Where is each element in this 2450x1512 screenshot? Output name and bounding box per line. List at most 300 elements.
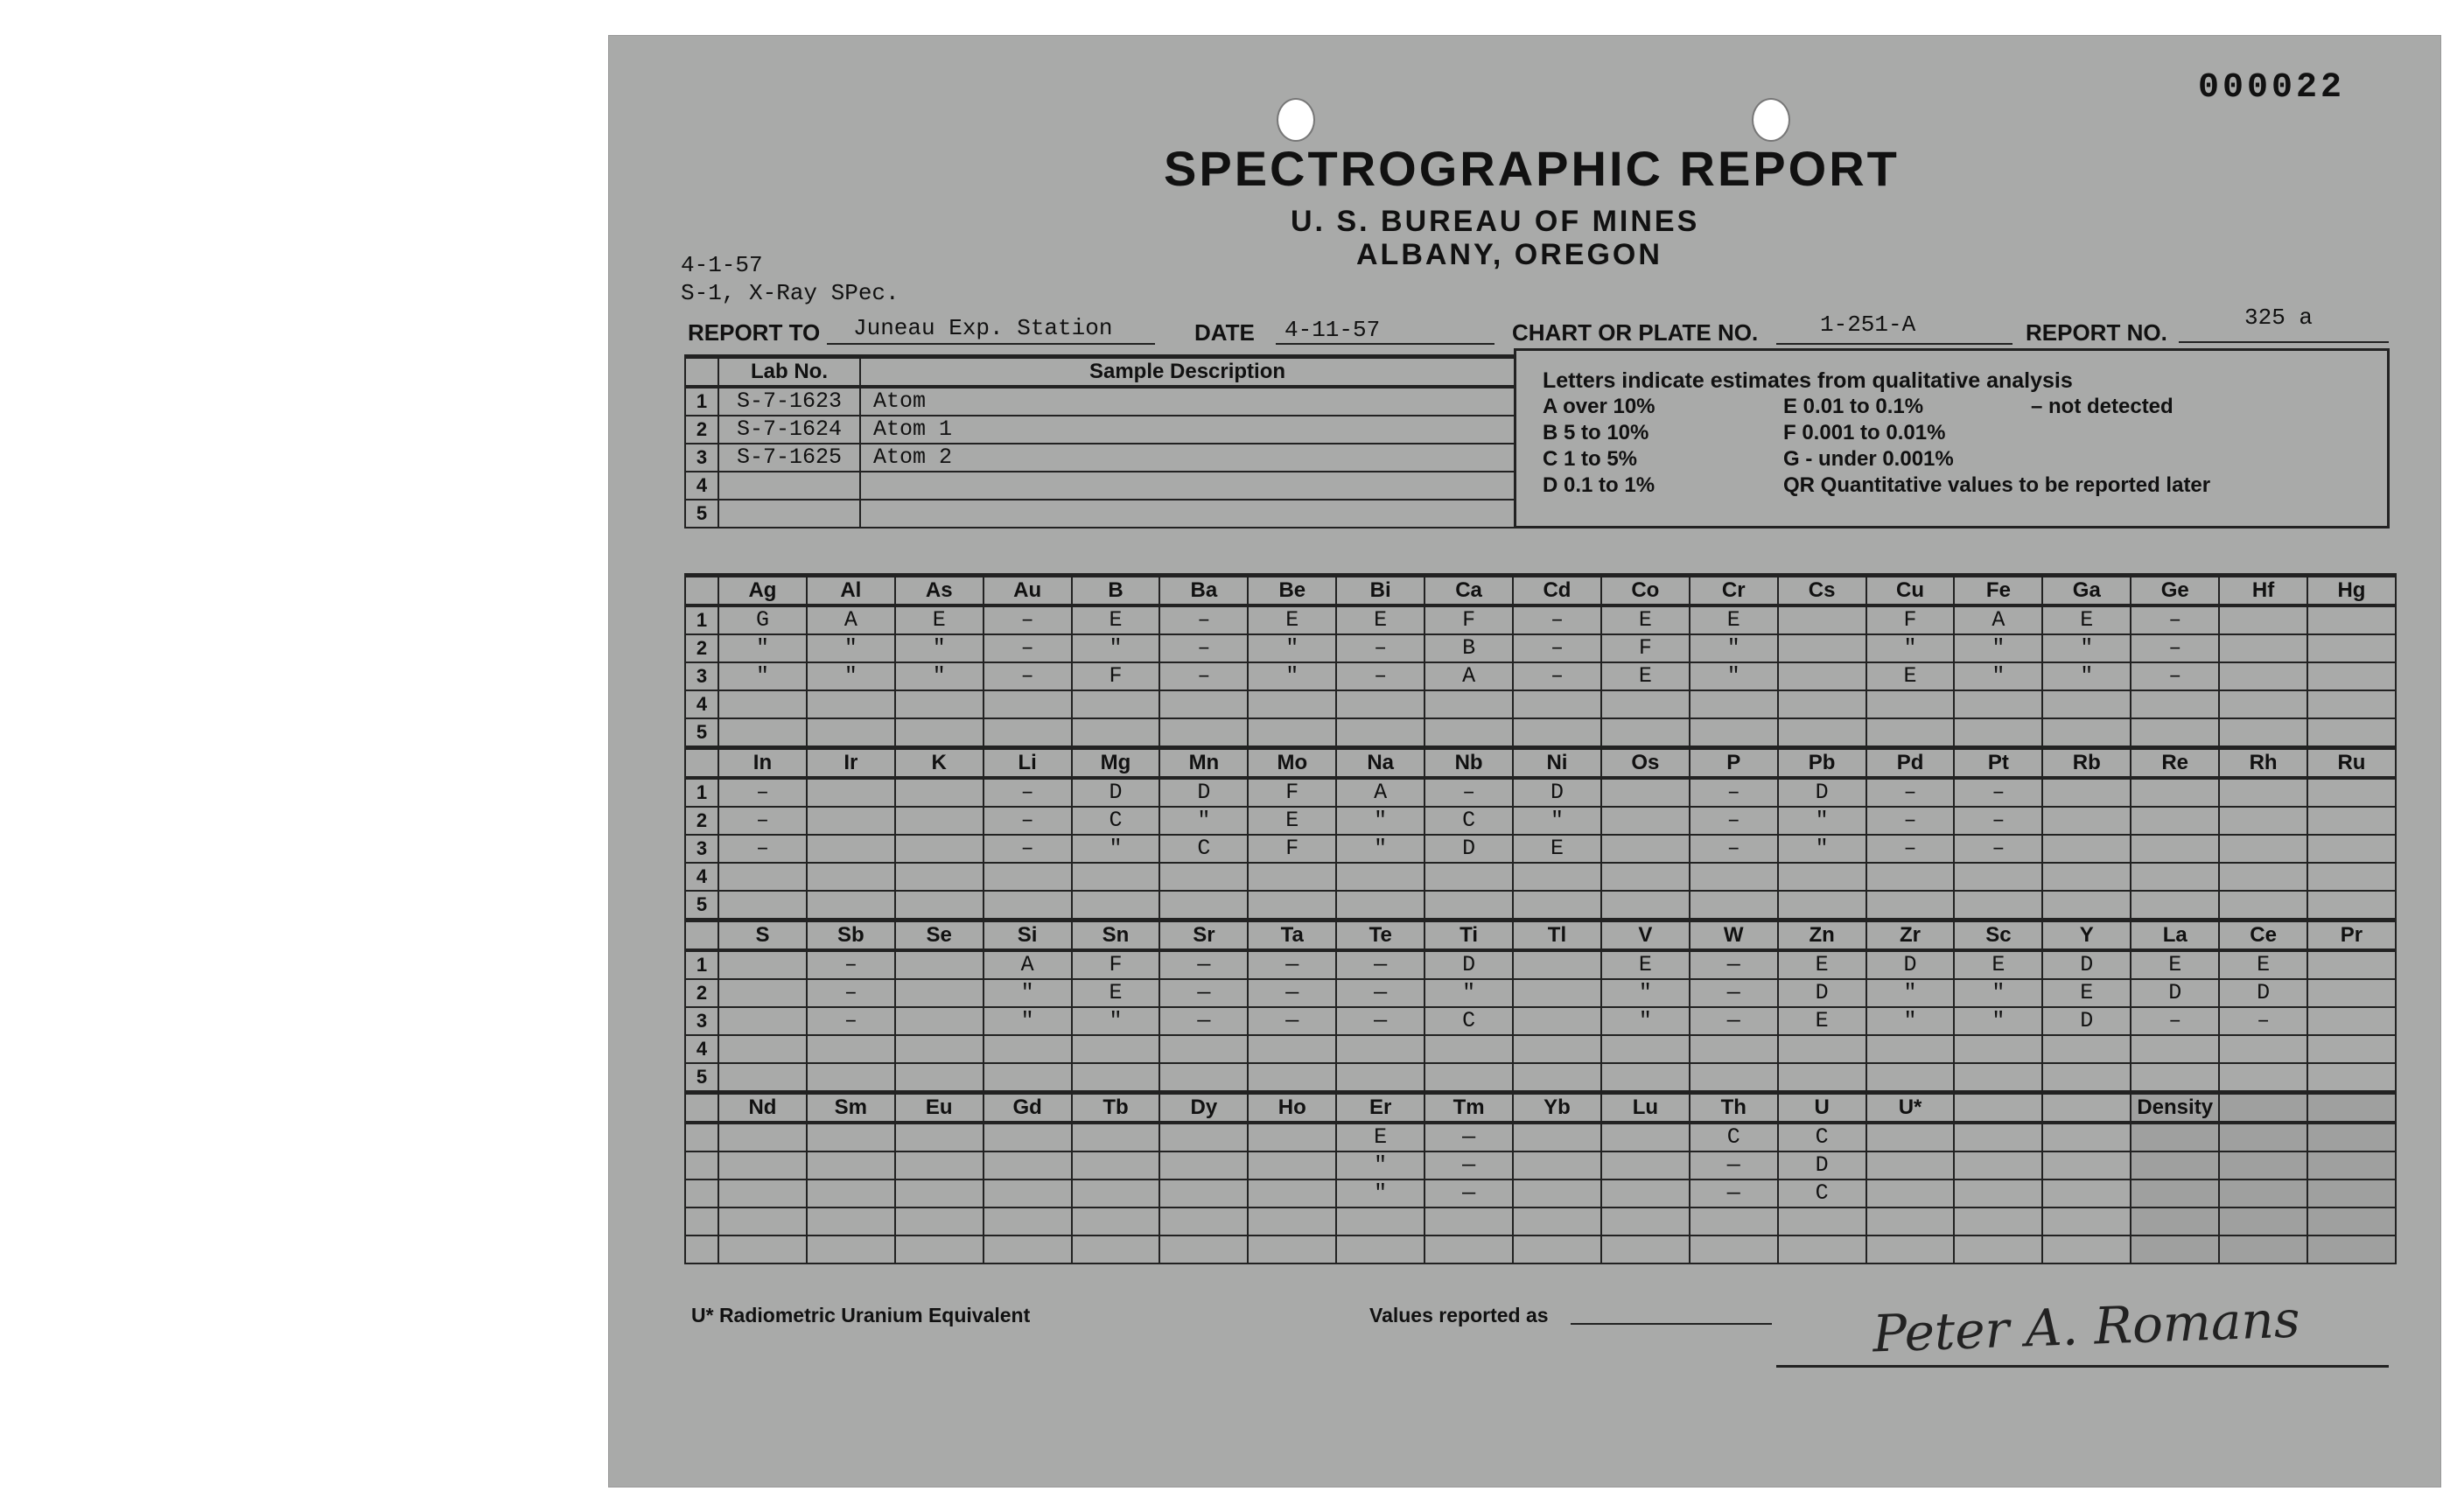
- element-value: [2131, 1236, 2219, 1264]
- element-value: [807, 1123, 895, 1152]
- element-value: [1248, 1236, 1336, 1264]
- lab-no-cell: [718, 500, 860, 528]
- element-value: —: [1424, 1123, 1513, 1152]
- element-value: [807, 718, 895, 748]
- element-symbol: Ni: [1513, 748, 1601, 779]
- element-symbol: [1954, 1093, 2042, 1124]
- element-value: [1072, 718, 1160, 748]
- element-value: [1513, 979, 1601, 1007]
- values-label: Values reported as: [1369, 1304, 1549, 1326]
- report-to-line: [827, 343, 1155, 345]
- element-row: [685, 1152, 2396, 1180]
- element-value: ": [2042, 662, 2131, 690]
- sample-row: [685, 416, 1515, 444]
- element-value: D: [2042, 950, 2131, 979]
- element-value: —: [1690, 1152, 1778, 1180]
- element-value: [1601, 863, 1690, 891]
- element-row: [685, 1007, 2396, 1035]
- element-value: D: [1159, 778, 1248, 807]
- element-value: [984, 863, 1072, 891]
- report-no-value: 325 a: [2244, 304, 2314, 331]
- element-symbol: W: [1690, 920, 1778, 951]
- element-value: E: [2042, 606, 2131, 634]
- element-value: [807, 690, 895, 718]
- element-value: ": [2042, 634, 2131, 662]
- element-value: [1778, 891, 1866, 920]
- element-value: [895, 1180, 984, 1208]
- element-symbol: Dy: [1159, 1093, 1248, 1124]
- element-value: ": [1690, 634, 1778, 662]
- element-value: [1690, 1208, 1778, 1236]
- element-value: —: [1424, 1180, 1513, 1208]
- report-no-line: [2179, 341, 2389, 343]
- element-value: [1072, 863, 1160, 891]
- element-symbol: Zr: [1866, 920, 1955, 951]
- element-value: –: [984, 606, 1072, 634]
- element-value: –: [718, 835, 807, 863]
- element-value: –: [984, 634, 1072, 662]
- element-value: ": [1248, 634, 1336, 662]
- element-value: [807, 1180, 895, 1208]
- element-value: [2307, 1180, 2396, 1208]
- element-value: ": [1072, 634, 1160, 662]
- element-value: [895, 835, 984, 863]
- legend-c: C 1 to 5%: [1543, 447, 1638, 471]
- element-value: [1424, 1035, 1513, 1063]
- element-value: [1248, 863, 1336, 891]
- element-symbol: Re: [2131, 748, 2219, 779]
- row-number: 1: [685, 606, 718, 634]
- element-value: [2131, 835, 2219, 863]
- element-value: [1159, 891, 1248, 920]
- element-value: ": [1690, 662, 1778, 690]
- element-value: –: [2131, 662, 2219, 690]
- element-value: [1866, 718, 1955, 748]
- element-value: [1778, 1236, 1866, 1264]
- legend-g: G - under 0.001%: [1783, 447, 1954, 471]
- element-value: —: [1248, 979, 1336, 1007]
- element-value: –: [2131, 634, 2219, 662]
- element-value: [1866, 1035, 1955, 1063]
- element-value: F: [1601, 634, 1690, 662]
- element-value: [984, 1236, 1072, 1264]
- element-symbol: Ce: [2219, 920, 2307, 951]
- element-value: [718, 863, 807, 891]
- element-value: —: [1336, 950, 1424, 979]
- element-value: [1954, 1236, 2042, 1264]
- element-value: E: [2131, 950, 2219, 979]
- element-symbol: Bi: [1336, 576, 1424, 606]
- element-value: [2219, 835, 2307, 863]
- element-value: D: [2131, 979, 2219, 1007]
- row-number: 4: [685, 472, 718, 500]
- element-value: —: [1424, 1152, 1513, 1180]
- element-symbol: In: [718, 748, 807, 779]
- element-value: E: [1601, 606, 1690, 634]
- element-row: [685, 835, 2396, 863]
- element-symbol: Ba: [1159, 576, 1248, 606]
- spec-note: S-1, X-Ray SPec.: [681, 280, 900, 306]
- sample-header-row: [685, 357, 1515, 388]
- element-symbol: Se: [895, 920, 984, 951]
- element-value: ": [1954, 634, 2042, 662]
- element-row: [685, 891, 2396, 920]
- element-value: [1159, 1123, 1248, 1152]
- element-value: E: [1336, 606, 1424, 634]
- element-value: —: [1336, 1007, 1424, 1035]
- element-value: [895, 979, 984, 1007]
- element-value: D: [1424, 835, 1513, 863]
- element-value: ": [1778, 835, 1866, 863]
- element-value: F: [1248, 835, 1336, 863]
- element-symbol: Ga: [2042, 576, 2131, 606]
- element-value: –: [2131, 1007, 2219, 1035]
- element-value: [718, 1035, 807, 1063]
- element-value: [1248, 1123, 1336, 1152]
- org-name: U. S. BUREAU OF MINES: [1291, 205, 1700, 238]
- element-value: [1424, 718, 1513, 748]
- element-value: [895, 1236, 984, 1264]
- element-value: [807, 863, 895, 891]
- row-number: 3: [685, 835, 718, 863]
- element-value: [718, 1007, 807, 1035]
- element-value: [984, 891, 1072, 920]
- element-value: [2042, 863, 2131, 891]
- element-header-row: [685, 920, 2396, 951]
- element-value: ": [1954, 1007, 2042, 1035]
- legend-f: F 0.001 to 0.01%: [1783, 421, 1946, 444]
- element-value: [1866, 1180, 1955, 1208]
- element-symbol: U*: [1866, 1093, 1955, 1124]
- element-header-row: [685, 748, 2396, 779]
- element-value: [2219, 807, 2307, 835]
- element-value: [807, 1236, 895, 1264]
- element-value: [2307, 718, 2396, 748]
- element-value: E: [895, 606, 984, 634]
- element-value: [1424, 1236, 1513, 1264]
- corner-cell: [685, 576, 718, 606]
- element-value: [2307, 1208, 2396, 1236]
- element-value: E: [1513, 835, 1601, 863]
- element-symbol: Nb: [1424, 748, 1513, 779]
- element-value: [1513, 1236, 1601, 1264]
- element-symbol: Ta: [1248, 920, 1336, 951]
- element-symbol: Si: [984, 920, 1072, 951]
- element-value: [1248, 718, 1336, 748]
- element-value: C: [1424, 1007, 1513, 1035]
- element-symbol: Cs: [1778, 576, 1866, 606]
- element-value: [1954, 1063, 2042, 1093]
- element-value: [2307, 690, 2396, 718]
- element-value: [1159, 1180, 1248, 1208]
- element-symbol: Yb: [1513, 1093, 1601, 1124]
- element-value: [1513, 1007, 1601, 1035]
- legend-qr: QR Quantitative values to be reported later: [1783, 473, 2211, 497]
- element-symbol: K: [895, 748, 984, 779]
- element-symbol: Al: [807, 576, 895, 606]
- element-value: [2219, 1152, 2307, 1180]
- element-value: D: [1778, 778, 1866, 807]
- row-number: 5: [685, 891, 718, 920]
- element-value: ": [718, 662, 807, 690]
- element-value: [1866, 1123, 1955, 1152]
- element-value: —: [1690, 950, 1778, 979]
- element-value: ": [984, 1007, 1072, 1035]
- legend-a: A over 10%: [1543, 395, 1656, 418]
- element-symbol: [2219, 1093, 2307, 1124]
- element-value: [1778, 718, 1866, 748]
- element-symbol: Ho: [1248, 1093, 1336, 1124]
- row-number: 2: [685, 979, 718, 1007]
- element-symbol: Te: [1336, 920, 1424, 951]
- corner-cell: [685, 1093, 718, 1124]
- element-value: [2131, 1180, 2219, 1208]
- element-row: [685, 863, 2396, 891]
- element-value: [1336, 1236, 1424, 1264]
- row-number: 2: [685, 634, 718, 662]
- element-value: ": [1601, 979, 1690, 1007]
- sample-row: [685, 500, 1515, 528]
- element-symbol: Pr: [2307, 920, 2396, 951]
- report-to-label: REPORT TO: [688, 319, 821, 346]
- element-row: [685, 778, 2396, 807]
- legend-b: B 5 to 10%: [1543, 421, 1649, 444]
- element-value: [1601, 690, 1690, 718]
- element-value: [1336, 690, 1424, 718]
- punch-hole: [1277, 98, 1315, 142]
- element-value: —: [1248, 1007, 1336, 1035]
- element-value: [1954, 1152, 2042, 1180]
- element-value: [984, 1180, 1072, 1208]
- element-value: E: [1601, 662, 1690, 690]
- element-symbol: Au: [984, 576, 1072, 606]
- element-grid: [684, 573, 2397, 1264]
- plate-value: 1-251-A: [1820, 312, 1916, 338]
- element-value: [1248, 891, 1336, 920]
- row-number: 5: [685, 1063, 718, 1093]
- element-value: [2131, 778, 2219, 807]
- element-value: ": [1954, 979, 2042, 1007]
- element-symbol: Cd: [1513, 576, 1601, 606]
- uranium-note: U* Radiometric Uranium Equivalent: [691, 1304, 1031, 1326]
- element-value: [1778, 1208, 1866, 1236]
- element-symbol: Os: [1601, 748, 1690, 779]
- element-value: –: [807, 1007, 895, 1035]
- signature: Peter A. Romans: [1871, 1289, 2301, 1364]
- element-value: [2307, 835, 2396, 863]
- element-value: [1690, 891, 1778, 920]
- element-value: D: [1072, 778, 1160, 807]
- element-value: [984, 1063, 1072, 1093]
- element-value: [1159, 1035, 1248, 1063]
- element-value: [984, 1208, 1072, 1236]
- row-number: 1: [685, 387, 718, 416]
- element-symbol: Gd: [984, 1093, 1072, 1124]
- element-value: [2307, 1035, 2396, 1063]
- element-value: ": [1866, 1007, 1955, 1035]
- date-label: DATE: [1194, 319, 1255, 346]
- element-value: –: [718, 807, 807, 835]
- element-symbol: Pb: [1778, 748, 1866, 779]
- row-number: 3: [685, 1007, 718, 1035]
- date-value: 4-11-57: [1284, 317, 1381, 343]
- element-value: [2131, 1152, 2219, 1180]
- element-value: [1690, 1236, 1778, 1264]
- element-value: ": [895, 662, 984, 690]
- element-value: [2307, 1007, 2396, 1035]
- sample-description-cell: Atom: [860, 387, 1515, 416]
- sample-table: [684, 354, 1516, 528]
- lab-no-header: Lab No.: [718, 357, 860, 388]
- element-value: –: [1513, 606, 1601, 634]
- element-value: [1778, 662, 1866, 690]
- element-symbol: Ca: [1424, 576, 1513, 606]
- legend-not-detected: – not detected: [2031, 395, 2174, 418]
- report-to-value: Juneau Exp. Station: [853, 315, 1113, 341]
- element-value: [895, 1208, 984, 1236]
- element-value: F: [1248, 778, 1336, 807]
- element-value: A: [1336, 778, 1424, 807]
- element-value: [895, 718, 984, 748]
- element-value: –: [2131, 606, 2219, 634]
- element-value: [1159, 1236, 1248, 1264]
- element-symbol: [2307, 1093, 2396, 1124]
- row-number: 3: [685, 662, 718, 690]
- element-value: [1601, 778, 1690, 807]
- row-number: 4: [685, 863, 718, 891]
- element-symbol: Mg: [1072, 748, 1160, 779]
- row-number: 3: [685, 444, 718, 472]
- element-value: [2219, 718, 2307, 748]
- element-symbol: La: [2131, 920, 2219, 951]
- sample-description-cell: [860, 500, 1515, 528]
- element-value: ": [1336, 807, 1424, 835]
- element-value: [2307, 891, 2396, 920]
- element-row: [685, 1208, 2396, 1236]
- element-value: [2219, 778, 2307, 807]
- element-value: [2219, 1035, 2307, 1063]
- element-symbol: Tl: [1513, 920, 1601, 951]
- element-value: C: [1072, 807, 1160, 835]
- element-value: [1513, 1123, 1601, 1152]
- sample-row: [685, 444, 1515, 472]
- element-value: E: [1866, 662, 1955, 690]
- element-value: C: [1424, 807, 1513, 835]
- element-value: [807, 891, 895, 920]
- sample-row: [685, 472, 1515, 500]
- element-symbol: Mo: [1248, 748, 1336, 779]
- element-value: [1866, 1236, 1955, 1264]
- element-value: [2307, 662, 2396, 690]
- element-row: [685, 1063, 2396, 1093]
- element-value: [1072, 1180, 1160, 1208]
- element-symbol: Ge: [2131, 576, 2219, 606]
- element-symbol: [2042, 1093, 2131, 1124]
- element-value: –: [1513, 634, 1601, 662]
- element-value: [2042, 778, 2131, 807]
- element-symbol: Tm: [1424, 1093, 1513, 1124]
- element-row: [685, 690, 2396, 718]
- element-value: [1072, 1123, 1160, 1152]
- element-symbol: Mn: [1159, 748, 1248, 779]
- element-value: [2307, 1236, 2396, 1264]
- element-value: [984, 690, 1072, 718]
- element-value: [1778, 1063, 1866, 1093]
- element-value: [1601, 1035, 1690, 1063]
- element-value: [807, 1152, 895, 1180]
- lab-no-cell: S-7-1623: [718, 387, 860, 416]
- element-value: [1513, 863, 1601, 891]
- element-value: ": [1336, 835, 1424, 863]
- element-value: [2042, 690, 2131, 718]
- element-value: ": [1072, 1007, 1160, 1035]
- element-value: E: [1248, 807, 1336, 835]
- element-symbol: Fe: [1954, 576, 2042, 606]
- element-value: ": [1159, 807, 1248, 835]
- element-value: [1866, 1063, 1955, 1093]
- element-value: [1248, 1152, 1336, 1180]
- element-value: [1248, 1063, 1336, 1093]
- element-symbol: Sb: [807, 920, 895, 951]
- page-number: 000022: [2198, 68, 2346, 108]
- element-value: [2307, 1123, 2396, 1152]
- element-value: [1690, 1063, 1778, 1093]
- element-row: [685, 807, 2396, 835]
- element-value: [1601, 1236, 1690, 1264]
- element-symbol: Pd: [1866, 748, 1955, 779]
- element-value: [1601, 1180, 1690, 1208]
- element-symbol: Ti: [1424, 920, 1513, 951]
- element-value: D: [1778, 979, 1866, 1007]
- element-value: –: [1954, 807, 2042, 835]
- element-value: [1336, 718, 1424, 748]
- element-symbol: P: [1690, 748, 1778, 779]
- element-value: [1690, 718, 1778, 748]
- element-value: [2131, 807, 2219, 835]
- element-value: ": [1424, 979, 1513, 1007]
- element-value: [1248, 1180, 1336, 1208]
- row-number: 1: [685, 778, 718, 807]
- element-value: [807, 778, 895, 807]
- element-row: [685, 979, 2396, 1007]
- element-value: F: [1424, 606, 1513, 634]
- signature-line: [1776, 1365, 2389, 1368]
- element-value: [2131, 863, 2219, 891]
- element-symbol: Cr: [1690, 576, 1778, 606]
- element-value: [1159, 1208, 1248, 1236]
- element-row: [685, 1035, 2396, 1063]
- element-symbol: Sc: [1954, 920, 2042, 951]
- element-symbol: Co: [1601, 576, 1690, 606]
- element-value: [1954, 1035, 2042, 1063]
- row-number: [685, 1123, 718, 1152]
- row-number: 2: [685, 807, 718, 835]
- element-symbol: Hg: [2307, 576, 2396, 606]
- plate-label: CHART OR PLATE NO.: [1512, 319, 1759, 346]
- element-value: [1159, 690, 1248, 718]
- plate-line: [1776, 343, 2012, 345]
- element-value: [1866, 891, 1955, 920]
- element-value: [1866, 863, 1955, 891]
- element-value: [1690, 863, 1778, 891]
- element-value: A: [984, 950, 1072, 979]
- element-value: –: [1954, 778, 2042, 807]
- element-value: [718, 690, 807, 718]
- legend-e: E 0.01 to 0.1%: [1783, 395, 1924, 418]
- row-number: [685, 1152, 718, 1180]
- legend-heading: Letters indicate estimates from qualitative analysis: [1543, 368, 2073, 393]
- element-value: F: [1072, 662, 1160, 690]
